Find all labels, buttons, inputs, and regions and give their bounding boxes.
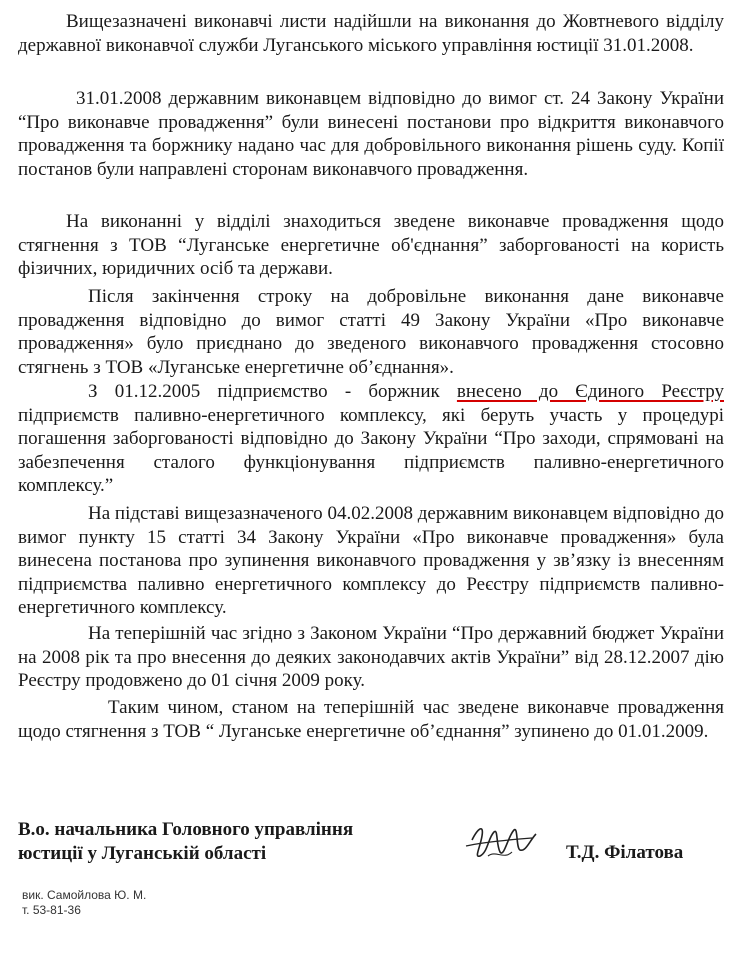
paragraph-received: Вищезазначені виконавчі листи надійшли на виконання до Жовтневого відділу державної виконавчої служби Луганського міського управління юстиції 31.01.2008. — [18, 11, 724, 56]
handwritten-signature — [458, 812, 548, 872]
paragraph-registry — [18, 380, 724, 498]
registry-highlighted-text: внесено до Єдиного Реєстру — [456, 381, 724, 402]
signatory-title — [18, 818, 353, 866]
executor-info — [22, 888, 146, 918]
registry-text-after: підприємств паливно-енергетичного комплексу, які беруть участь у процедурі погашення заборгованості відповідно до Закону України “Про заходи, спрямовані на забезпечення сталого функціонування підприємств паливно-енергетичного комплексу.” — [18, 404, 724, 496]
signatory-name: Т.Д. Філатова — [566, 842, 684, 863]
signatory-title-line2: юстиції у Луганській області — [18, 843, 267, 864]
paragraph-conclusion: Таким чином, станом на теперішній час зведене виконавче провадження щодо стягнення з ТОВ “ Луганське енергетичне об’єднання” зупинено до 01.01.2009. — [18, 697, 724, 742]
registry-text-before: З 01.12.2005 підприємство - боржник — [88, 381, 457, 402]
paragraph-suspension: На підставі вищезазначеного 04.02.2008 державним виконавцем відповідно до вимог пункту 15 статті 34 Закону України «Про виконавче провадження» була винесена постанова про зупинення виконавчого провадження у зв’язку із внесенням підприємства паливно енергетичного комплексу до Реєстру підприємств паливно-енергетичного комплексу. — [18, 503, 724, 618]
signatory-title-line1: В.о. начальника Головного управління — [18, 819, 354, 840]
paragraph-decisions: 31.01.2008 державним виконавцем відповідно до вимог ст. 24 Закону України “Про виконавче провадження” були винесені постанови про відкриття виконавчого провадження та боржнику надано час для добровільного виконання рішень суду. Копії постанов були направлені сторонам виконавчого провадження. — [18, 88, 724, 180]
executor-phone: т. 53-81-36 — [22, 903, 81, 917]
paragraph-joined: Після закінчення строку на добровільне виконання дане виконавче провадження відповідно до вимог статті 49 Закону України «Про виконавче провадження» було приєднано до зведеного виконавчого провадження стосовно стягнень з ТОВ «Луганське енергетичне об’єднання». — [18, 286, 724, 378]
paragraph-budget-law: На теперішній час згідно з Законом України “Про державний бюджет України на 2008 рік та про внесення до деяких законодавчих актів України” від 28.12.2007 дію Реєстру продовжено до 01 січня 2009 року. — [18, 623, 724, 691]
paragraph-consolidated: На виконанні у відділі знаходиться зведене виконавче провадження щодо стягнення з ТОВ “Луганське енергетичне об'єднання” заборгованості на користь фізичних, юридичних осіб та держави. — [18, 211, 724, 279]
executor-name: вик. Самойлова Ю. М. — [22, 888, 147, 902]
